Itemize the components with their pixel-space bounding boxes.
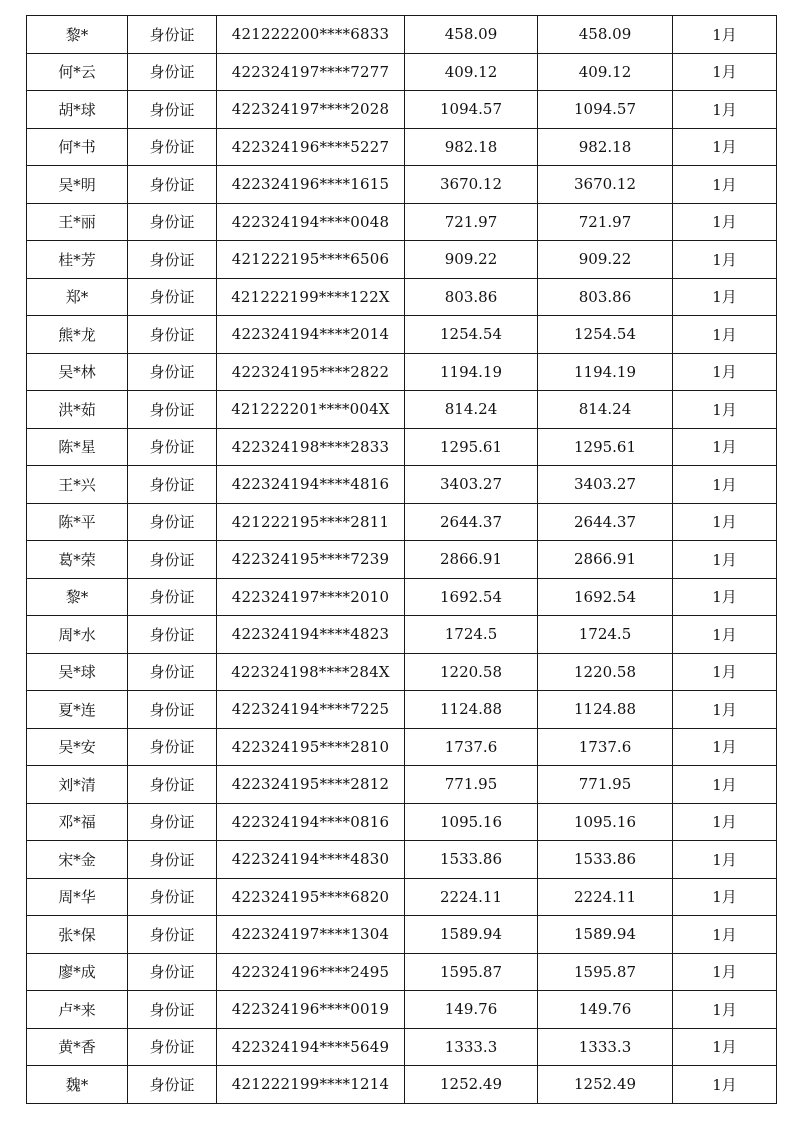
id-number-cell: 422324195****2822 <box>217 353 405 391</box>
name-cell: 洪*茹 <box>27 391 128 429</box>
id-number-cell: 421222201****004X <box>217 391 405 429</box>
name-cell: 桂*芳 <box>27 241 128 279</box>
amount-cell: 2866.91 <box>405 541 538 579</box>
id-number-cell: 421222199****122X <box>217 278 405 316</box>
name-cell: 廖*成 <box>27 953 128 991</box>
amount-cell: 2224.11 <box>405 878 538 916</box>
amount-cell: 909.22 <box>405 241 538 279</box>
name-cell: 熊*龙 <box>27 316 128 354</box>
month-cell: 1月 <box>673 616 777 654</box>
month-cell: 1月 <box>673 203 777 241</box>
amount-cell: 1737.6 <box>405 728 538 766</box>
table-row <box>27 653 777 691</box>
paid-amount-cell: 982.18 <box>538 128 673 166</box>
month-cell: 1月 <box>673 728 777 766</box>
id-number-cell: 422324194****2014 <box>217 316 405 354</box>
month-cell: 1月 <box>673 991 777 1029</box>
amount-cell: 982.18 <box>405 128 538 166</box>
paid-amount-cell: 1333.3 <box>538 1028 673 1066</box>
id-type-cell: 身份证 <box>128 278 217 316</box>
table-row <box>27 1028 777 1066</box>
amount-cell: 771.95 <box>405 766 538 804</box>
month-cell: 1月 <box>673 166 777 204</box>
name-cell: 邓*福 <box>27 803 128 841</box>
paid-amount-cell: 721.97 <box>538 203 673 241</box>
id-number-cell: 422324194****4823 <box>217 616 405 654</box>
table-row <box>27 241 777 279</box>
payment-table <box>26 15 777 1104</box>
table-row <box>27 691 777 729</box>
name-cell: 何*云 <box>27 53 128 91</box>
table-row <box>27 916 777 954</box>
month-cell: 1月 <box>673 1028 777 1066</box>
id-type-cell: 身份证 <box>128 241 217 279</box>
paid-amount-cell: 149.76 <box>538 991 673 1029</box>
name-cell: 张*保 <box>27 916 128 954</box>
paid-amount-cell: 2644.37 <box>538 503 673 541</box>
amount-cell: 1724.5 <box>405 616 538 654</box>
month-cell: 1月 <box>673 953 777 991</box>
amount-cell: 721.97 <box>405 203 538 241</box>
table-row <box>27 353 777 391</box>
id-type-cell: 身份证 <box>128 53 217 91</box>
id-number-cell: 422324194****4816 <box>217 466 405 504</box>
table-row <box>27 578 777 616</box>
month-cell: 1月 <box>673 803 777 841</box>
id-type-cell: 身份证 <box>128 466 217 504</box>
name-cell: 黄*香 <box>27 1028 128 1066</box>
id-number-cell: 422324195****2810 <box>217 728 405 766</box>
paid-amount-cell: 814.24 <box>538 391 673 429</box>
month-cell: 1月 <box>673 1066 777 1104</box>
name-cell: 郑* <box>27 278 128 316</box>
id-number-cell: 422324195****2812 <box>217 766 405 804</box>
id-number-cell: 422324198****2833 <box>217 428 405 466</box>
paid-amount-cell: 1095.16 <box>538 803 673 841</box>
amount-cell: 1194.19 <box>405 353 538 391</box>
table-row <box>27 878 777 916</box>
amount-cell: 2644.37 <box>405 503 538 541</box>
id-type-cell: 身份证 <box>128 1028 217 1066</box>
paid-amount-cell: 1254.54 <box>538 316 673 354</box>
name-cell: 魏* <box>27 1066 128 1104</box>
id-number-cell: 421222195****2811 <box>217 503 405 541</box>
name-cell: 何*书 <box>27 128 128 166</box>
paid-amount-cell: 1124.88 <box>538 691 673 729</box>
name-cell: 刘*清 <box>27 766 128 804</box>
id-type-cell: 身份证 <box>128 803 217 841</box>
id-type-cell: 身份证 <box>128 653 217 691</box>
id-type-cell: 身份证 <box>128 1066 217 1104</box>
id-type-cell: 身份证 <box>128 616 217 654</box>
month-cell: 1月 <box>673 353 777 391</box>
id-number-cell: 422324197****2010 <box>217 578 405 616</box>
amount-cell: 814.24 <box>405 391 538 429</box>
name-cell: 宋*金 <box>27 841 128 879</box>
id-type-cell: 身份证 <box>128 691 217 729</box>
table-row <box>27 991 777 1029</box>
name-cell: 陈*星 <box>27 428 128 466</box>
amount-cell: 1589.94 <box>405 916 538 954</box>
month-cell: 1月 <box>673 241 777 279</box>
table-row <box>27 766 777 804</box>
id-type-cell: 身份证 <box>128 953 217 991</box>
id-number-cell: 422324196****5227 <box>217 128 405 166</box>
table-row <box>27 203 777 241</box>
month-cell: 1月 <box>673 653 777 691</box>
month-cell: 1月 <box>673 316 777 354</box>
id-number-cell: 422324195****7239 <box>217 541 405 579</box>
table-row <box>27 616 777 654</box>
id-type-cell: 身份证 <box>128 578 217 616</box>
table-row <box>27 541 777 579</box>
paid-amount-cell: 3670.12 <box>538 166 673 204</box>
month-cell: 1月 <box>673 766 777 804</box>
table-row <box>27 728 777 766</box>
id-number-cell: 422324195****6820 <box>217 878 405 916</box>
id-number-cell: 421222195****6506 <box>217 241 405 279</box>
amount-cell: 1533.86 <box>405 841 538 879</box>
month-cell: 1月 <box>673 691 777 729</box>
table-row <box>27 128 777 166</box>
month-cell: 1月 <box>673 878 777 916</box>
paid-amount-cell: 771.95 <box>538 766 673 804</box>
paid-amount-cell: 458.09 <box>538 16 673 54</box>
id-number-cell: 422324194****0816 <box>217 803 405 841</box>
month-cell: 1月 <box>673 91 777 129</box>
id-type-cell: 身份证 <box>128 353 217 391</box>
paid-amount-cell: 409.12 <box>538 53 673 91</box>
name-cell: 吴*明 <box>27 166 128 204</box>
id-type-cell: 身份证 <box>128 91 217 129</box>
name-cell: 周*水 <box>27 616 128 654</box>
table-row <box>27 278 777 316</box>
amount-cell: 3670.12 <box>405 166 538 204</box>
month-cell: 1月 <box>673 541 777 579</box>
id-type-cell: 身份证 <box>128 16 217 54</box>
paid-amount-cell: 1194.19 <box>538 353 673 391</box>
amount-cell: 1220.58 <box>405 653 538 691</box>
id-type-cell: 身份证 <box>128 391 217 429</box>
name-cell: 吴*球 <box>27 653 128 691</box>
id-type-cell: 身份证 <box>128 916 217 954</box>
paid-amount-cell: 1692.54 <box>538 578 673 616</box>
paid-amount-cell: 1533.86 <box>538 841 673 879</box>
id-number-cell: 422324194****5649 <box>217 1028 405 1066</box>
month-cell: 1月 <box>673 278 777 316</box>
id-type-cell: 身份证 <box>128 428 217 466</box>
table-row <box>27 503 777 541</box>
table-row <box>27 16 777 54</box>
paid-amount-cell: 1220.58 <box>538 653 673 691</box>
id-type-cell: 身份证 <box>128 203 217 241</box>
amount-cell: 1595.87 <box>405 953 538 991</box>
id-number-cell: 422324196****0019 <box>217 991 405 1029</box>
month-cell: 1月 <box>673 503 777 541</box>
table-row <box>27 391 777 429</box>
id-number-cell: 422324194****0048 <box>217 203 405 241</box>
id-type-cell: 身份证 <box>128 878 217 916</box>
table-row <box>27 803 777 841</box>
month-cell: 1月 <box>673 391 777 429</box>
table-row <box>27 953 777 991</box>
id-number-cell: 422324194****4830 <box>217 841 405 879</box>
amount-cell: 409.12 <box>405 53 538 91</box>
name-cell: 卢*来 <box>27 991 128 1029</box>
amount-cell: 149.76 <box>405 991 538 1029</box>
amount-cell: 1333.3 <box>405 1028 538 1066</box>
month-cell: 1月 <box>673 841 777 879</box>
table-row <box>27 53 777 91</box>
id-type-cell: 身份证 <box>128 316 217 354</box>
name-cell: 王*兴 <box>27 466 128 504</box>
name-cell: 胡*球 <box>27 91 128 129</box>
table-row <box>27 466 777 504</box>
month-cell: 1月 <box>673 128 777 166</box>
month-cell: 1月 <box>673 53 777 91</box>
paid-amount-cell: 803.86 <box>538 278 673 316</box>
month-cell: 1月 <box>673 16 777 54</box>
paid-amount-cell: 2224.11 <box>538 878 673 916</box>
id-number-cell: 422324194****7225 <box>217 691 405 729</box>
name-cell: 王*丽 <box>27 203 128 241</box>
name-cell: 葛*荣 <box>27 541 128 579</box>
paid-amount-cell: 1094.57 <box>538 91 673 129</box>
id-type-cell: 身份证 <box>128 503 217 541</box>
paid-amount-cell: 1252.49 <box>538 1066 673 1104</box>
name-cell: 吴*林 <box>27 353 128 391</box>
amount-cell: 3403.27 <box>405 466 538 504</box>
paid-amount-cell: 1724.5 <box>538 616 673 654</box>
table-row <box>27 316 777 354</box>
id-number-cell: 422324197****1304 <box>217 916 405 954</box>
id-type-cell: 身份证 <box>128 991 217 1029</box>
id-number-cell: 422324197****2028 <box>217 91 405 129</box>
month-cell: 1月 <box>673 916 777 954</box>
month-cell: 1月 <box>673 428 777 466</box>
paid-amount-cell: 1295.61 <box>538 428 673 466</box>
name-cell: 周*华 <box>27 878 128 916</box>
id-number-cell: 422324196****2495 <box>217 953 405 991</box>
amount-cell: 458.09 <box>405 16 538 54</box>
amount-cell: 1124.88 <box>405 691 538 729</box>
paid-amount-cell: 909.22 <box>538 241 673 279</box>
table-body <box>27 16 777 1104</box>
name-cell: 吴*安 <box>27 728 128 766</box>
paid-amount-cell: 2866.91 <box>538 541 673 579</box>
name-cell: 黎* <box>27 578 128 616</box>
amount-cell: 1252.49 <box>405 1066 538 1104</box>
paid-amount-cell: 1737.6 <box>538 728 673 766</box>
id-number-cell: 422324198****284X <box>217 653 405 691</box>
table-row <box>27 166 777 204</box>
amount-cell: 1295.61 <box>405 428 538 466</box>
table-row <box>27 1066 777 1104</box>
paid-amount-cell: 3403.27 <box>538 466 673 504</box>
month-cell: 1月 <box>673 466 777 504</box>
id-type-cell: 身份证 <box>128 766 217 804</box>
id-number-cell: 421222200****6833 <box>217 16 405 54</box>
amount-cell: 803.86 <box>405 278 538 316</box>
amount-cell: 1254.54 <box>405 316 538 354</box>
name-cell: 夏*连 <box>27 691 128 729</box>
id-number-cell: 422324197****7277 <box>217 53 405 91</box>
id-type-cell: 身份证 <box>128 128 217 166</box>
table-row <box>27 841 777 879</box>
name-cell: 陈*平 <box>27 503 128 541</box>
table-row <box>27 428 777 466</box>
month-cell: 1月 <box>673 578 777 616</box>
amount-cell: 1094.57 <box>405 91 538 129</box>
table-row <box>27 91 777 129</box>
paid-amount-cell: 1589.94 <box>538 916 673 954</box>
id-number-cell: 421222199****1214 <box>217 1066 405 1104</box>
name-cell: 黎* <box>27 16 128 54</box>
id-type-cell: 身份证 <box>128 166 217 204</box>
id-type-cell: 身份证 <box>128 841 217 879</box>
id-type-cell: 身份证 <box>128 728 217 766</box>
amount-cell: 1095.16 <box>405 803 538 841</box>
id-type-cell: 身份证 <box>128 541 217 579</box>
amount-cell: 1692.54 <box>405 578 538 616</box>
id-number-cell: 422324196****1615 <box>217 166 405 204</box>
paid-amount-cell: 1595.87 <box>538 953 673 991</box>
